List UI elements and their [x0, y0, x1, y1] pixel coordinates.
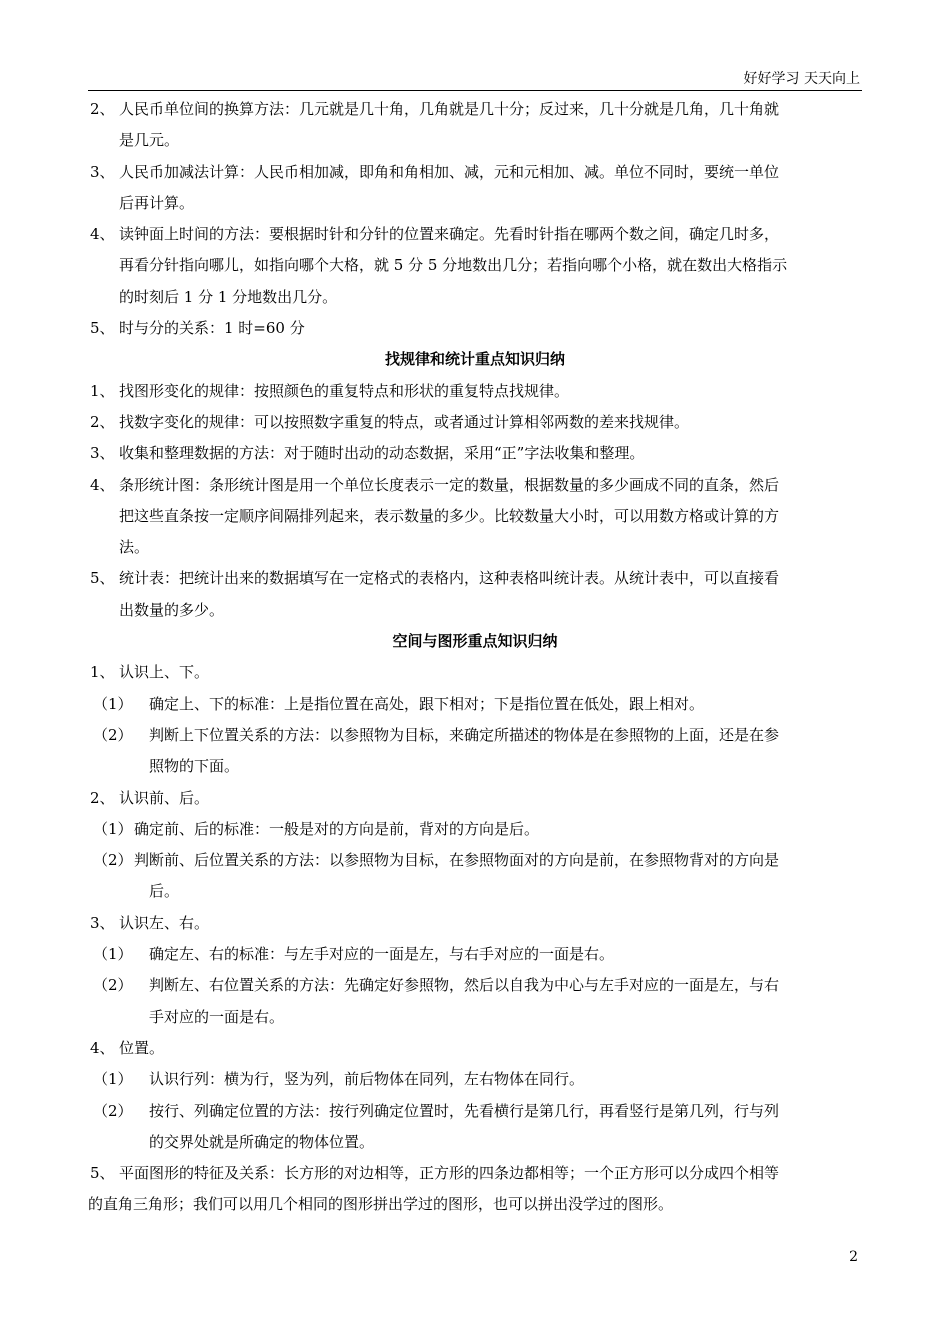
page-content — [88, 94, 862, 1221]
list-item: 4、 读钟面上时间的方法：要根据时针和分针的位置来确定。先看时针指在哪两个数之间，确定几时多， 再看分针指向哪儿，如指向哪个大格，就 5 分 5 分地数出几分；若指向哪个小格，就在数出大格指示 的时刻后 1 分 1 分地数出几分。 — [90, 225, 788, 306]
list-item: 2、 人民币单位间的换算方法：几元就是几十角，几角就是几十分；反过来，几十分就是几角，几十角就 是几元。 — [90, 100, 780, 150]
list-item: 3、 认识左、右。 — [90, 913, 210, 932]
list-item: 3、 收集和整理数据的方法：对于随时出动的动态数据，采用“正”字法收集和整理。 — [90, 444, 645, 463]
list-item: 3、 人民币加减法计算：人民币相加减，即角和角相加、减，元和元相加、减。单位不同时，要统一单位 后再计算。 — [90, 162, 780, 212]
sub-list-item: （2） 判断前、后位置关系的方法：以参照物为目标，在参照物面对的方向是前，在参照物背对的方向是 后。 — [93, 851, 780, 901]
list-item: 5、 统计表：把统计出来的数据填写在一定格式的表格内，这种表格叫统计表。从统计表中，可以直接看 出数量的多少。 — [90, 569, 780, 619]
list-item: 4、 条形统计图：条形统计图是用一个单位长度表示一定的数量，根据数量的多少画成不同的直条，然后 把这些直条按一定顺序间隔排列起来，表示数量的多少。比较数量大小时，可以用数方格或计算的方 法。 — [90, 475, 780, 557]
section-title: 找规律和统计重点知识归纳 — [384, 350, 565, 369]
list-item: 4、 位置。 — [90, 1038, 165, 1057]
list-item: 2、 找数字变化的规律：可以按照数字重复的特点，或者通过计算相邻两数的差来找规律。 — [90, 412, 690, 431]
sub-list-item: （1） 确定左、右的标准：与左手对应的一面是左，与右手对应的一面是右。 — [93, 945, 615, 964]
header-slogan: 好好学习 天天向上 — [743, 71, 860, 87]
section-title: 空间与图形重点知识归纳 — [392, 632, 558, 651]
sub-list-item: （1） 确定上、下的标准：上是指位置在高处，跟下相对；下是指位置在低处，跟上相对。 — [93, 694, 705, 713]
page-header — [88, 66, 862, 91]
sub-list-item: （2） 按行、列确定位置的方法：按行列确定位置时，先看横行是第几行，再看竖行是第几列，行与列 的交界处就是所确定的物体位置。 — [93, 1101, 780, 1151]
sub-list-item: （1） 确定前、后的标准：一般是对的方向是前，背对的方向是后。 — [93, 819, 540, 838]
list-item: 1、 找图形变化的规律：按照颜色的重复特点和形状的重复特点找规律。 — [90, 381, 570, 400]
list-item: 5、 平面图形的特征及关系：长方形的对边相等，正方形的四条边都相等；一个正方形可以分成四个相等 的直角三角形；我们可以用几个相同的图形拼出学过的图形，也可以拼出没学过的图形。 — [88, 1164, 780, 1214]
page-number: 2 — [849, 1249, 858, 1265]
sub-list-item: （2） 判断左、右位置关系的方法：先确定好参照物，然后以自我为中心与左手对应的一面是左，与右 手对应的一面是右。 — [93, 976, 780, 1026]
list-item: 5、 时与分的关系：1 时=60 分 — [90, 319, 305, 338]
sub-list-item: （1） 认识行列：横为行，竖为列，前后物体在同列，左右物体在同行。 — [93, 1070, 585, 1089]
list-item: 2、 认识前、后。 — [90, 788, 210, 807]
list-item: 1、 认识上、下。 — [90, 663, 210, 682]
sub-list-item: （2） 判断上下位置关系的方法：以参照物为目标，来确定所描述的物体是在参照物的上面，还是在参 照物的下面。 — [93, 725, 780, 776]
